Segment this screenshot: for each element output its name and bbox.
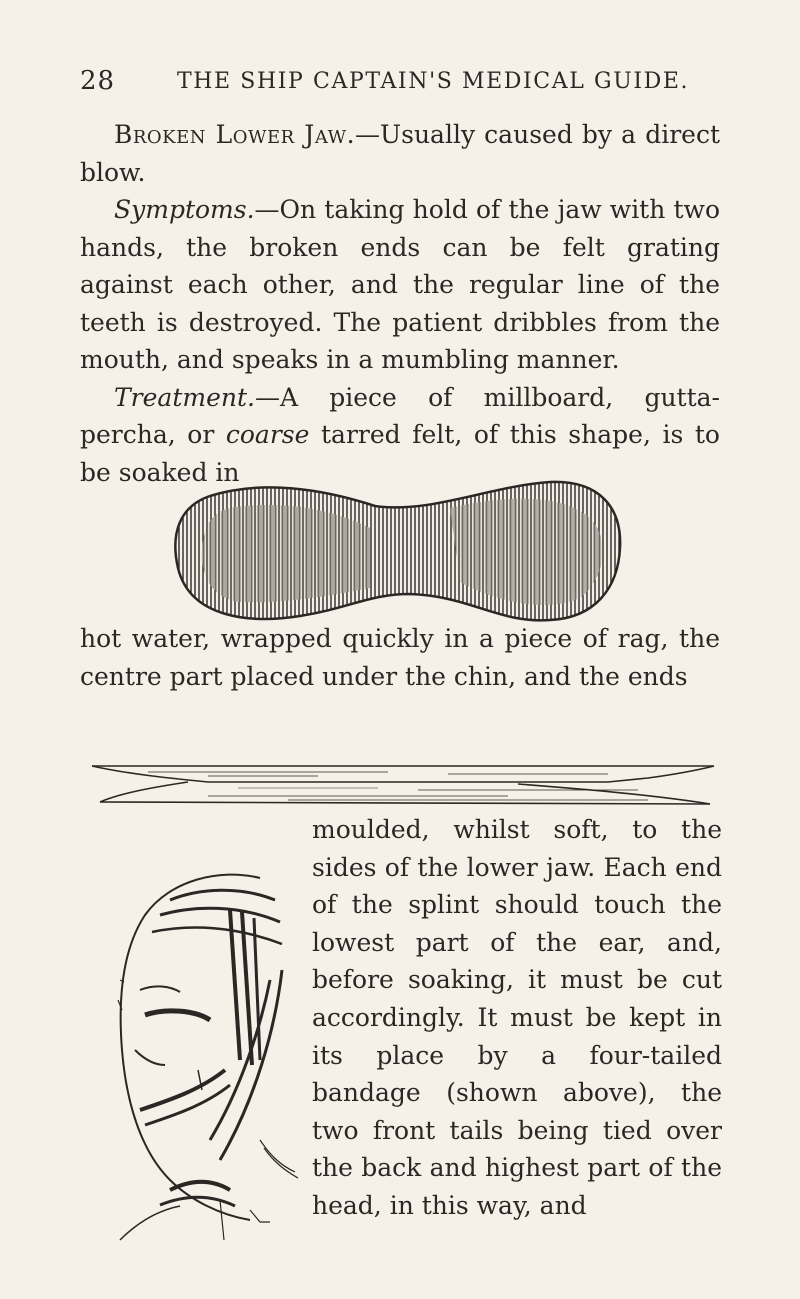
symptoms-text: —On taking hold of the jaw with two hands, the broken ends can be felt grating against each other, and the regular line of the teeth is destroyed. The patient dribbles from the mouth, and speaks in a mumbling manner.: [80, 195, 720, 374]
after-splint-paragraph: hot water, wrapped quickly in a piece of rag, the centre part placed under the chin, and the ends: [80, 624, 720, 691]
treatment-text-a: —A piece of millboard, gutta-percha, or: [80, 382, 720, 449]
after-bandage-paragraph: moulded, whilst soft, to the sides of the lower jaw. Each end of the splint should touch the lowest part of the ear, and, before soaking, it must be cut accordingly. It must be kept in its place by a four-tailed bandage (shown above), the two front tails being tied over the back and highest part of the head, in this way, and: [312, 815, 722, 1220]
page-header: [80, 66, 720, 100]
treatment-text-b: tarred felt, of this shape, is to be soaked in: [80, 420, 720, 487]
section-heading-paragraph: [80, 116, 720, 191]
section-title: Broken Lower Jaw.: [114, 120, 356, 149]
symptoms-paragraph: [80, 191, 720, 379]
running-title: THE SHIP CAPTAIN'S MEDICAL GUIDE.: [177, 69, 690, 94]
section-title-rest: —Usually caused by a direct blow.: [80, 120, 720, 187]
splint-engraving: [170, 478, 626, 628]
body-text-top: [80, 116, 720, 491]
treatment-coarse: coarse: [225, 420, 310, 449]
page-number: 28: [80, 66, 116, 96]
body-text-middle: [80, 620, 720, 695]
four-tailed-bandage-engraving: [88, 760, 718, 810]
treatment-paragraph: [80, 379, 720, 492]
head-with-bandage-engraving: [110, 860, 300, 1245]
symptoms-label: Symptoms.: [114, 195, 255, 224]
treatment-label: Treatment.: [114, 382, 255, 412]
